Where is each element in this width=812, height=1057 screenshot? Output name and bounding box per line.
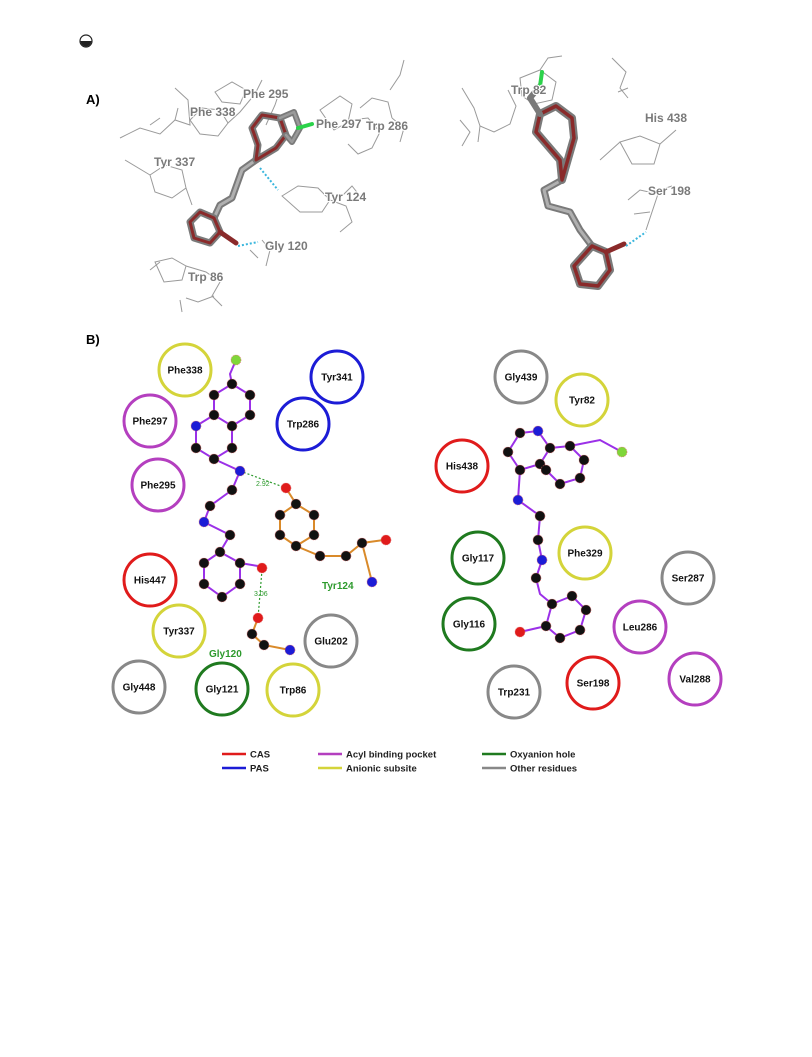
residues-right <box>436 351 721 718</box>
residue-tyr82-right <box>556 374 608 426</box>
label-trp82-3d: Trp 82 <box>511 83 547 97</box>
residue-label: Gly448 <box>122 682 156 694</box>
legend-label: Acyl binding pocket <box>346 749 437 761</box>
residue-ser287-right <box>662 552 714 604</box>
residue-trp86-left <box>267 664 319 716</box>
atom-c <box>215 547 225 557</box>
residue-leu286-right <box>614 601 666 653</box>
atom-cl <box>231 355 241 365</box>
atom-n <box>191 421 201 431</box>
hbond-residue-tyr124: Tyr124 <box>322 581 354 592</box>
atom-c <box>291 499 301 509</box>
legend-item-oxyanion <box>482 750 575 761</box>
atom-c <box>555 479 565 489</box>
residue-label: Gly121 <box>205 684 239 696</box>
atom-n <box>285 645 295 655</box>
residue-gly448-left <box>113 661 165 713</box>
atom-c <box>555 633 565 643</box>
atom-c <box>227 485 237 495</box>
atom-c <box>315 551 325 561</box>
atom-c <box>199 579 209 589</box>
atom-c <box>209 410 219 420</box>
legend-item-anionic <box>318 764 417 775</box>
residue-label: Gly116 <box>452 619 486 631</box>
residue-label: Phe297 <box>132 416 168 428</box>
residue-his438-right <box>436 440 488 492</box>
atom-c <box>245 410 255 420</box>
residue-phe338-left <box>159 344 211 396</box>
atom-c <box>235 558 245 568</box>
atom-n <box>533 426 543 436</box>
atom-c <box>341 551 351 561</box>
atom-cl <box>617 447 627 457</box>
legend <box>222 750 577 775</box>
residue-label: Phe295 <box>140 480 176 492</box>
residue-gly121-left <box>196 663 248 715</box>
legend-label: Oxyanion hole <box>510 749 576 761</box>
circle-mark-icon <box>80 35 92 47</box>
residue-label: Trp231 <box>497 687 531 699</box>
label-tyr124-3d: Tyr 124 <box>325 190 367 204</box>
atom-c <box>227 379 237 389</box>
atom-c <box>209 454 219 464</box>
atom-c <box>275 530 285 540</box>
atom-c <box>247 629 257 639</box>
atom-o <box>281 483 291 493</box>
residue-tyr341-left <box>311 351 363 403</box>
atom-c <box>567 591 577 601</box>
atom-c <box>575 473 585 483</box>
legend-label: Anionic subsite <box>346 763 417 775</box>
distance-label-2: 3.06 <box>254 591 268 598</box>
atom-c <box>275 510 285 520</box>
panel-a-right-ligand <box>530 72 624 286</box>
distance-label-1: 2.92 <box>256 481 270 488</box>
residue-label: His447 <box>133 575 167 587</box>
residue-label: Phe329 <box>567 548 603 560</box>
residue-label: Ser287 <box>671 573 705 585</box>
residue-gly116-right <box>443 598 495 650</box>
panel-a-left-hbonds <box>238 168 278 246</box>
atom-n <box>367 577 377 587</box>
residue-label: His438 <box>445 461 479 473</box>
residue-trp231-right <box>488 666 540 718</box>
residue-label: Leu286 <box>622 622 658 634</box>
label-phe338-3d: Phe 338 <box>190 105 236 119</box>
atom-n <box>513 495 523 505</box>
atom-c <box>545 443 555 453</box>
residue-label: Tyr82 <box>569 395 595 407</box>
residue-label: Gly439 <box>504 372 538 384</box>
residue-val288-right <box>669 653 721 705</box>
label-trp86-3d: Trp 86 <box>188 270 224 284</box>
label-ser198-3d: Ser 198 <box>648 184 691 198</box>
panel-a-3d-views <box>120 56 691 312</box>
atom-c <box>357 538 367 548</box>
label-gly120-3d: Gly 120 <box>265 239 308 253</box>
atom-c <box>191 443 201 453</box>
atom-c <box>533 535 543 545</box>
legend-item-acyl <box>318 750 437 761</box>
panel-b-label: B) <box>86 332 100 347</box>
atom-c <box>535 511 545 521</box>
residue-gly117-right <box>452 532 504 584</box>
label-his438-3d: His 438 <box>645 111 688 125</box>
label-phe297-3d: Phe 297 <box>316 117 362 131</box>
legend-item-cas <box>222 750 270 761</box>
atom-c <box>547 599 557 609</box>
label-trp286-3d: Trp 286 <box>366 119 409 133</box>
atom-c <box>235 579 245 589</box>
atom-c <box>581 605 591 615</box>
panel-a-label: A) <box>86 92 100 107</box>
atom-c <box>199 558 209 568</box>
residue-label: Tyr341 <box>321 372 353 384</box>
atom-c <box>245 390 255 400</box>
atom-n <box>537 555 547 565</box>
atom-n <box>199 517 209 527</box>
legend-item-pas <box>222 764 269 775</box>
atom-c <box>209 390 219 400</box>
residue-label: Tyr337 <box>163 626 195 638</box>
atom-c <box>309 530 319 540</box>
residue-label: Phe338 <box>167 365 203 377</box>
residues-left <box>113 344 363 716</box>
atom-c <box>205 501 215 511</box>
atom-c <box>309 510 319 520</box>
residue-label: Ser198 <box>576 678 610 690</box>
atom-c <box>541 465 551 475</box>
legend-label: PAS <box>250 763 269 775</box>
residue-his447-left <box>124 554 176 606</box>
panel-a-left-ligand <box>190 112 312 243</box>
residue-tyr337-left <box>153 605 205 657</box>
atom-c <box>515 465 525 475</box>
legend-item-other <box>482 764 577 775</box>
residue-gly439-right <box>495 351 547 403</box>
residue-ser198-right <box>567 657 619 709</box>
residue-label: Trp286 <box>286 419 320 431</box>
label-phe295-3d: Phe 295 <box>243 87 289 101</box>
panel-a-right-wireframe <box>460 56 676 230</box>
residue-trp286-left <box>277 398 329 450</box>
residue-label: Val288 <box>679 674 711 686</box>
legend-label: CAS <box>250 749 271 761</box>
atom-c <box>217 592 227 602</box>
atom-o <box>381 535 391 545</box>
atom-c <box>227 443 237 453</box>
label-tyr337-3d: Tyr 337 <box>154 155 196 169</box>
residue-phe329-right <box>559 527 611 579</box>
panel-a-right-hbonds <box>626 232 646 246</box>
atom-c <box>225 530 235 540</box>
atom-c <box>565 441 575 451</box>
residue-label: Trp86 <box>279 685 307 697</box>
atom-c <box>259 640 269 650</box>
residue-phe295-left <box>132 459 184 511</box>
hbond-residue-gly120: Gly120 <box>209 649 242 660</box>
atom-c <box>579 455 589 465</box>
atom-c <box>541 621 551 631</box>
atom-c <box>291 541 301 551</box>
residue-glu202-left <box>305 615 357 667</box>
atom-n <box>235 466 245 476</box>
atom-c <box>515 428 525 438</box>
residue-label: Gly117 <box>461 553 495 565</box>
panel-b-2d-diagrams <box>113 344 721 718</box>
atom-o <box>515 627 525 637</box>
atom-o <box>257 563 267 573</box>
atom-c <box>503 447 513 457</box>
residue-label: Glu202 <box>314 636 348 648</box>
atom-c <box>227 421 237 431</box>
atom-c <box>575 625 585 635</box>
residue-phe297-left <box>124 395 176 447</box>
atom-o <box>253 613 263 623</box>
legend-label: Other residues <box>510 763 578 775</box>
atom-c <box>531 573 541 583</box>
